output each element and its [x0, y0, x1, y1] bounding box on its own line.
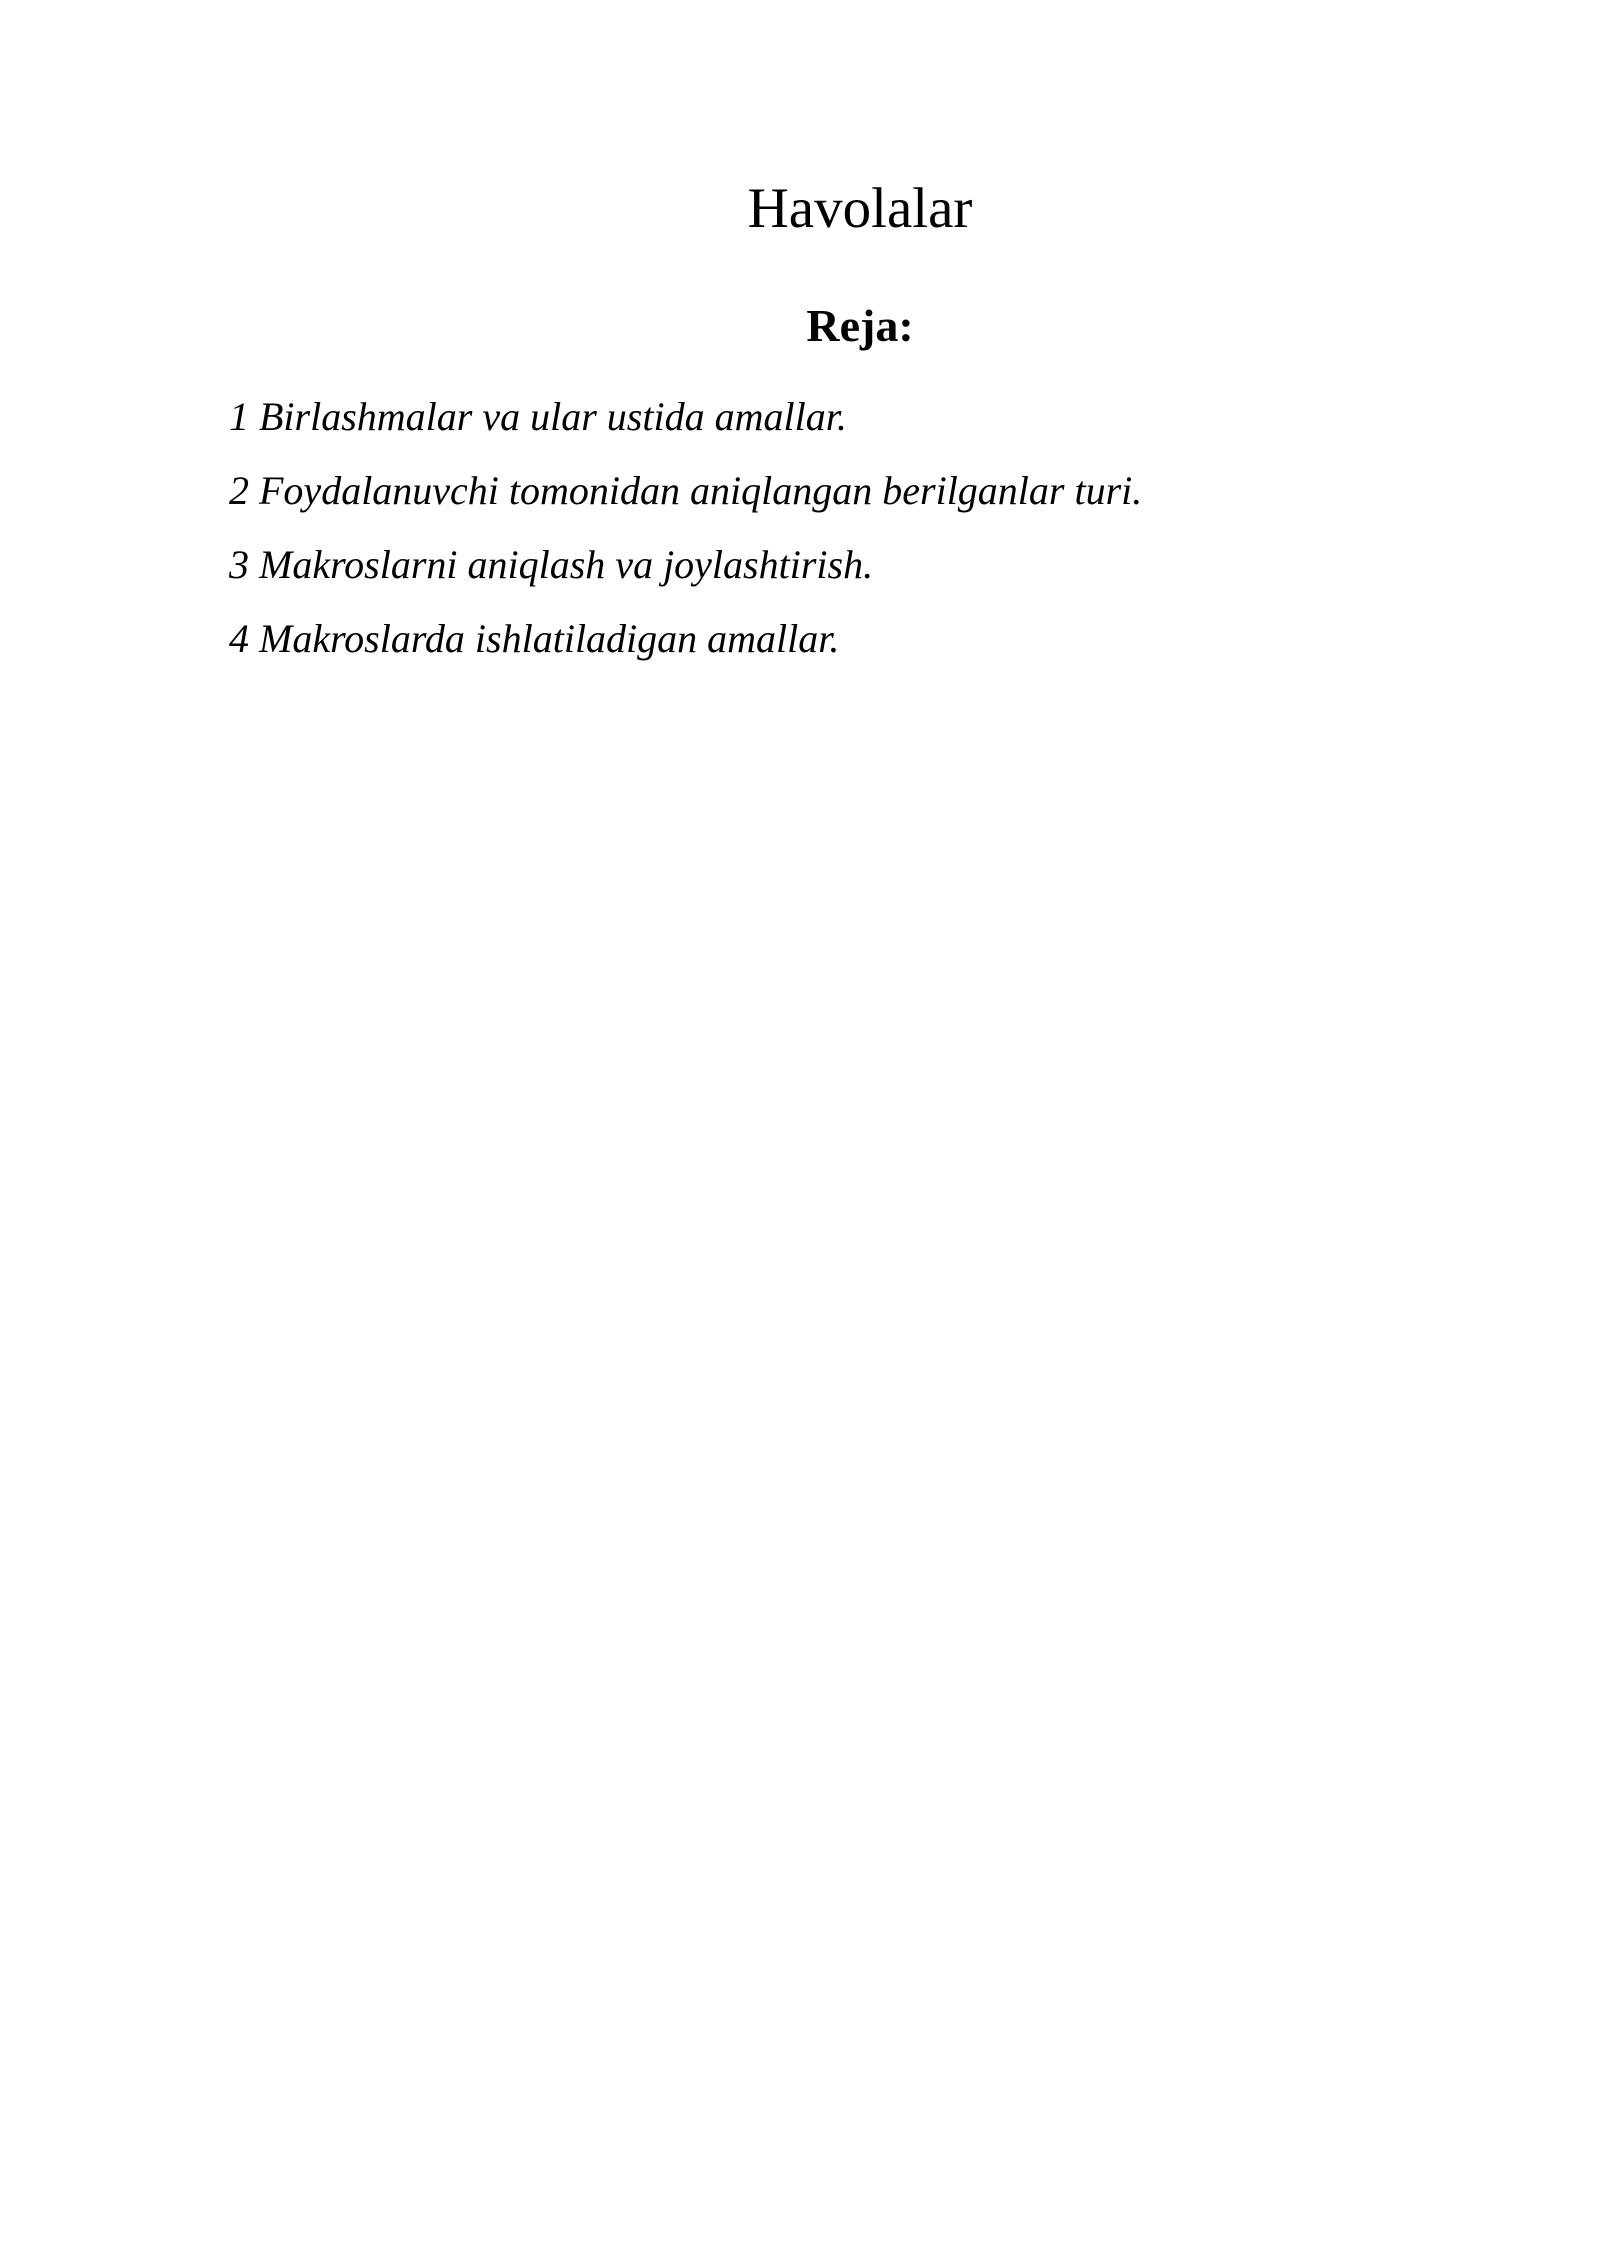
- plan-heading: Reja:: [806, 300, 914, 351]
- plan-item: 2 Foydalanuvchi tomonidan aniqlangan berilganlar turi.: [229, 468, 1143, 513]
- plan-item: 1 Birlashmalar va ular ustida amallar.: [229, 394, 847, 439]
- plan-list: [229, 380, 1142, 676]
- page-title: Havolalar: [747, 177, 973, 240]
- plan-item: 4 Makroslarda ishlatiladigan amallar.: [229, 616, 840, 661]
- plan-item: 3 Makroslarni aniqlash va joylashtirish.: [229, 542, 874, 587]
